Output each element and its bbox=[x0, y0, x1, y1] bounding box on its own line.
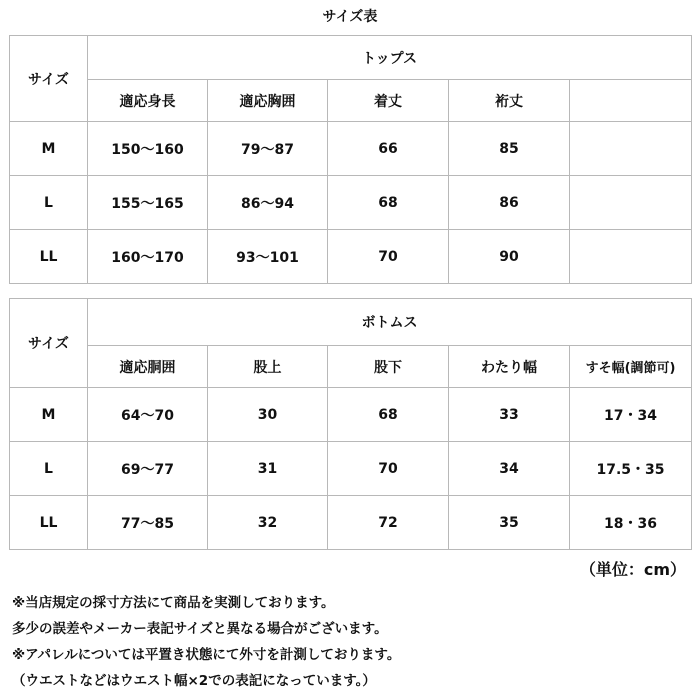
note-line: ※当店規定の採寸方法にて商品を実測しております。 bbox=[12, 595, 335, 611]
table-cell: 69〜77 bbox=[88, 442, 208, 496]
table-row bbox=[10, 388, 692, 442]
size-header: サイズ bbox=[10, 36, 88, 122]
column-header: 適応胸囲 bbox=[208, 80, 328, 122]
note-line: （ウエストなどはウエスト幅×2での表記になっています。） bbox=[12, 673, 376, 689]
column-header: わたり幅 bbox=[449, 346, 570, 388]
size-header: サイズ bbox=[10, 299, 88, 388]
table-row bbox=[10, 122, 692, 176]
table-cell: 155〜165 bbox=[88, 176, 208, 230]
table-cell: 93〜101 bbox=[208, 230, 328, 284]
table-cell: 68 bbox=[328, 388, 449, 442]
table-cell: 77〜85 bbox=[88, 496, 208, 550]
unit-label: （単位：cm） bbox=[579, 560, 686, 579]
tops-header: トップス bbox=[88, 36, 692, 80]
table-cell: 18・36 bbox=[570, 496, 692, 550]
table-cell: 31 bbox=[208, 442, 328, 496]
notes bbox=[12, 590, 400, 694]
table-cell: 66 bbox=[328, 122, 449, 176]
page-title: サイズ表 bbox=[322, 9, 378, 25]
table-cell: 70 bbox=[328, 230, 449, 284]
note-line: 多少の誤差やメーカー表記サイズと異なる場合がございます。 bbox=[12, 621, 388, 637]
column-header: 適応胴囲 bbox=[88, 346, 208, 388]
bottoms-header: ボトムス bbox=[88, 299, 692, 346]
table-row bbox=[10, 176, 692, 230]
table-cell: 30 bbox=[208, 388, 328, 442]
note-line: ※アパレルについては平置き状態にて外寸を計測しております。 bbox=[12, 647, 401, 663]
size-label: L bbox=[10, 442, 88, 496]
size-label: LL bbox=[10, 230, 88, 284]
table-row bbox=[10, 230, 692, 284]
table-cell: 86 bbox=[449, 176, 570, 230]
table-cell: 70 bbox=[328, 442, 449, 496]
table-cell bbox=[570, 122, 692, 176]
table-cell: 86〜94 bbox=[208, 176, 328, 230]
tops-size-table bbox=[9, 35, 692, 284]
column-header bbox=[570, 80, 692, 122]
table-row bbox=[10, 442, 692, 496]
table-cell: 33 bbox=[449, 388, 570, 442]
column-header: すそ幅(調節可) bbox=[570, 346, 692, 388]
size-label: M bbox=[10, 122, 88, 176]
table-row bbox=[10, 496, 692, 550]
table-cell: 90 bbox=[449, 230, 570, 284]
column-header: 裄丈 bbox=[449, 80, 570, 122]
size-label: LL bbox=[10, 496, 88, 550]
table-cell: 85 bbox=[449, 122, 570, 176]
table-cell: 160〜170 bbox=[88, 230, 208, 284]
column-header: 股上 bbox=[208, 346, 328, 388]
table-cell: 64〜70 bbox=[88, 388, 208, 442]
table-cell: 79〜87 bbox=[208, 122, 328, 176]
table-cell: 150〜160 bbox=[88, 122, 208, 176]
table-cell: 72 bbox=[328, 496, 449, 550]
table-cell: 17・34 bbox=[570, 388, 692, 442]
column-header: 股下 bbox=[328, 346, 449, 388]
table-cell: 17.5・35 bbox=[570, 442, 692, 496]
column-header: 適応身長 bbox=[88, 80, 208, 122]
table-cell: 68 bbox=[328, 176, 449, 230]
table-cell bbox=[570, 176, 692, 230]
table-cell bbox=[570, 230, 692, 284]
table-cell: 32 bbox=[208, 496, 328, 550]
column-header: 着丈 bbox=[328, 80, 449, 122]
table-cell: 34 bbox=[449, 442, 570, 496]
bottoms-size-table bbox=[9, 298, 692, 550]
size-label: L bbox=[10, 176, 88, 230]
table-cell: 35 bbox=[449, 496, 570, 550]
size-label: M bbox=[10, 388, 88, 442]
